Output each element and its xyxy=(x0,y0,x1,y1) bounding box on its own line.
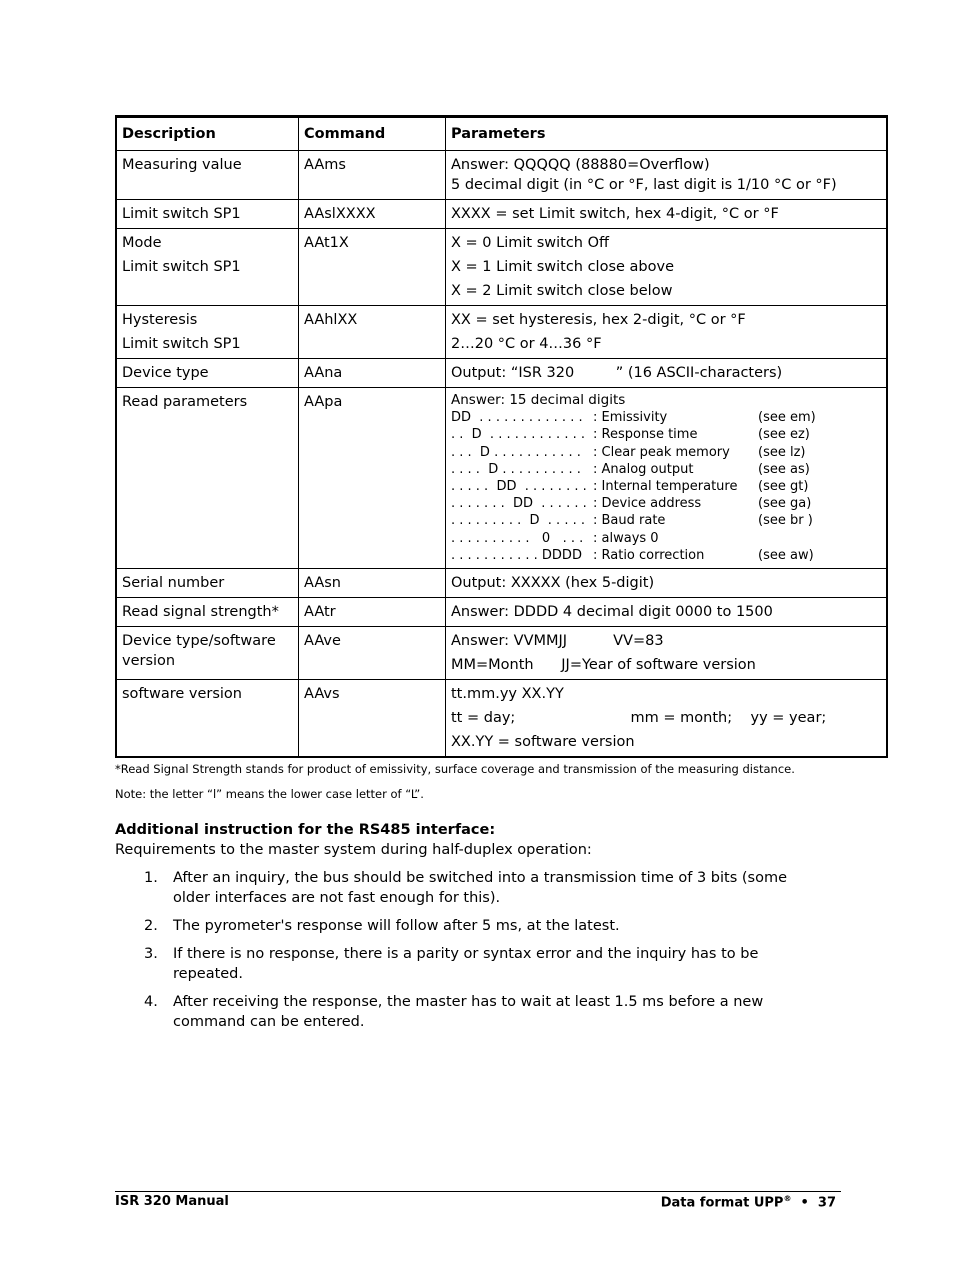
table-row xyxy=(116,306,887,359)
param-line: tt = day; mm = month; yy = year; xyxy=(451,710,827,727)
digit-positions: . . . . . DD . . . . . . . . xyxy=(451,479,587,495)
param-line: tt.mm.yy XX.YY xyxy=(451,686,564,703)
table-row xyxy=(116,229,887,306)
desc-text: Limit switch SP1 xyxy=(122,336,241,352)
digit-reference: (see em) xyxy=(758,410,816,426)
param-line: Output: “ISR 320 ” (16 ASCII-characters) xyxy=(451,365,783,381)
param-digit-row xyxy=(451,512,881,529)
params-cell xyxy=(446,151,888,200)
digit-reference: (see ga) xyxy=(758,496,812,512)
desc-text: Measuring value xyxy=(122,157,242,173)
param-line: Answer: DDDD 4 decimal digit 0000 to 1500 xyxy=(451,604,773,621)
table-row xyxy=(116,151,887,200)
param-line: Output: XXXXX (hex 5-digit) xyxy=(451,575,655,592)
digit-reference: (see br ) xyxy=(758,513,813,529)
params-cell xyxy=(446,359,888,388)
desc-text: Read parameters xyxy=(122,394,248,410)
param-digit-row xyxy=(451,478,881,495)
list-item xyxy=(115,868,815,908)
page-number: 37 xyxy=(817,1195,836,1211)
param-line: X = 2 Limit switch close below xyxy=(451,283,673,299)
registered-mark: ® xyxy=(783,1194,792,1203)
desc-text: Device type/software version xyxy=(122,633,276,670)
command-cell: AAms xyxy=(299,151,446,200)
footer-section: Data format UPP xyxy=(660,1195,784,1211)
digit-meaning: : Analog output xyxy=(593,461,694,477)
table-row xyxy=(116,598,887,627)
command-cell: AAslXXXX xyxy=(299,200,446,229)
digit-reference: (see lz) xyxy=(758,444,806,460)
digit-reference: (see aw) xyxy=(758,547,814,563)
desc-text: Hysteresis xyxy=(122,312,198,328)
digit-positions: . . . . . . . . . D . . . . . xyxy=(451,513,585,529)
digit-reference: (see gt) xyxy=(758,479,809,495)
list-item xyxy=(115,944,815,984)
digit-meaning: : Baud rate xyxy=(593,513,666,529)
desc-cell xyxy=(116,306,299,359)
desc-text: Device type xyxy=(122,365,209,381)
desc-cell xyxy=(116,680,299,758)
desc-text: Mode xyxy=(122,235,162,251)
table-row xyxy=(116,627,887,680)
digit-positions: . . . D . . . . . . . . . . . xyxy=(451,444,581,460)
digit-reference: (see as) xyxy=(758,461,810,477)
param-digit-row xyxy=(451,444,881,461)
digit-positions: DD . . . . . . . . . . . . . xyxy=(451,410,583,426)
desc-cell xyxy=(116,388,299,569)
list-number: 4. xyxy=(144,994,158,1010)
table-header-row xyxy=(116,117,887,151)
desc-cell xyxy=(116,627,299,680)
command-cell: AAve xyxy=(299,627,446,680)
desc-cell xyxy=(116,569,299,598)
command-cell: AAvs xyxy=(299,680,446,758)
param-line: 2…20 °C or 4…36 °F xyxy=(451,336,602,352)
digit-reference: (see ez) xyxy=(758,427,810,443)
header-description: Description xyxy=(116,117,299,151)
param-line: Answer: 15 decimal digits xyxy=(451,392,626,408)
digit-meaning: : Clear peak memory xyxy=(593,444,730,460)
footer-page-info xyxy=(661,1194,836,1210)
desc-text: Read signal strength* xyxy=(122,604,279,621)
digit-meaning: : Device address xyxy=(593,496,702,512)
param-line: Answer: QQQQQ (88880=Overflow) xyxy=(451,157,710,173)
table-row xyxy=(116,680,887,758)
table-row xyxy=(116,569,887,598)
param-digit-row xyxy=(451,530,881,547)
param-line: 5 decimal digit (in °C or °F, last digit is 1/10 °C or °F) xyxy=(451,177,837,193)
param-digit-row xyxy=(451,495,881,512)
param-line: XX = set hysteresis, hex 2-digit, °C or °F xyxy=(451,312,746,328)
params-cell xyxy=(446,680,888,758)
param-digit-row xyxy=(451,409,881,426)
desc-cell xyxy=(116,598,299,627)
header-command: Command xyxy=(299,117,446,151)
command-cell: AApa xyxy=(299,388,446,569)
footer-divider xyxy=(115,1191,841,1192)
section-intro: Requirements to the master system during half-duplex operation: xyxy=(115,842,592,858)
params-cell xyxy=(446,627,888,680)
command-cell: AAsn xyxy=(299,569,446,598)
table-row xyxy=(116,200,887,229)
list-text: After receiving the response, the master has to wait at least 1.5 ms before a new command can be entered. xyxy=(173,994,764,1030)
param-line: XX.YY = software version xyxy=(451,734,635,751)
command-cell: AAna xyxy=(299,359,446,388)
param-line: MM=Month JJ=Year of software version xyxy=(451,657,756,674)
section-title: Additional instruction for the RS485 interface: xyxy=(115,822,496,838)
desc-text: Serial number xyxy=(122,575,225,592)
params-cell xyxy=(446,200,888,229)
digit-meaning: : Internal temperature xyxy=(593,479,738,495)
param-line: Answer: VVMMJJ VV=83 xyxy=(451,633,664,650)
command-table xyxy=(115,115,888,758)
list-text: If there is no response, there is a parity or syntax error and the inquiry has to be repeated. xyxy=(173,946,759,982)
list-text: The pyrometer's response will follow after 5 ms, at the latest. xyxy=(173,918,620,934)
table-row xyxy=(116,388,887,569)
param-line: X = 1 Limit switch close above xyxy=(451,259,675,275)
header-parameters: Parameters xyxy=(446,117,888,151)
param-line: XXXX = set Limit switch, hex 4-digit, °C or °F xyxy=(451,206,779,222)
params-cell xyxy=(446,388,888,569)
desc-text: Limit switch SP1 xyxy=(122,206,241,222)
desc-cell xyxy=(116,200,299,229)
list-number: 1. xyxy=(144,870,158,886)
params-cell xyxy=(446,598,888,627)
list-number: 3. xyxy=(144,946,158,962)
command-cell: AAhlXX xyxy=(299,306,446,359)
digit-meaning: : Response time xyxy=(593,427,698,443)
requirements-list xyxy=(115,868,815,1040)
digit-positions: . . . . . . . DD . . . . . . xyxy=(451,496,587,512)
desc-text: software version xyxy=(122,686,242,703)
param-digit-row xyxy=(451,426,881,443)
param-line: X = 0 Limit switch Off xyxy=(451,235,609,251)
digit-positions: . . . . D . . . . . . . . . . xyxy=(451,461,581,477)
digit-meaning: : Emissivity xyxy=(593,410,668,426)
param-digit-row xyxy=(451,547,881,564)
param-digit-row xyxy=(451,461,881,478)
list-item xyxy=(115,992,815,1032)
list-number: 2. xyxy=(144,918,158,934)
digit-positions: . . D . . . . . . . . . . . . xyxy=(451,427,585,443)
desc-cell xyxy=(116,229,299,306)
params-cell xyxy=(446,229,888,306)
desc-cell xyxy=(116,151,299,200)
letter-note: Note: the letter “l” means the lower case letter of “L”. xyxy=(115,787,424,801)
digit-meaning: : Ratio correction xyxy=(593,547,705,563)
table-row xyxy=(116,359,887,388)
list-text: After an inquiry, the bus should be switched into a transmission time of 3 bits (some older interfaces are not fast enough for this). xyxy=(173,870,787,906)
digit-positions: . . . . . . . . . . 0 . . . xyxy=(451,530,584,546)
desc-text: Limit switch SP1 xyxy=(122,259,241,275)
table-footnote: *Read Signal Strength stands for product of emissivity, surface coverage and transmission of the measuring distance. xyxy=(115,762,795,776)
command-cell: AAt1X xyxy=(299,229,446,306)
desc-cell xyxy=(116,359,299,388)
footer-bullet: • xyxy=(800,1195,809,1211)
params-cell xyxy=(446,306,888,359)
digit-meaning: : always 0 xyxy=(593,530,659,546)
params-cell xyxy=(446,569,888,598)
list-item xyxy=(115,916,815,936)
digit-positions: . . . . . . . . . . . DDDD xyxy=(451,547,582,563)
command-cell: AAtr xyxy=(299,598,446,627)
footer-manual-title: ISR 320 Manual xyxy=(115,1194,229,1209)
